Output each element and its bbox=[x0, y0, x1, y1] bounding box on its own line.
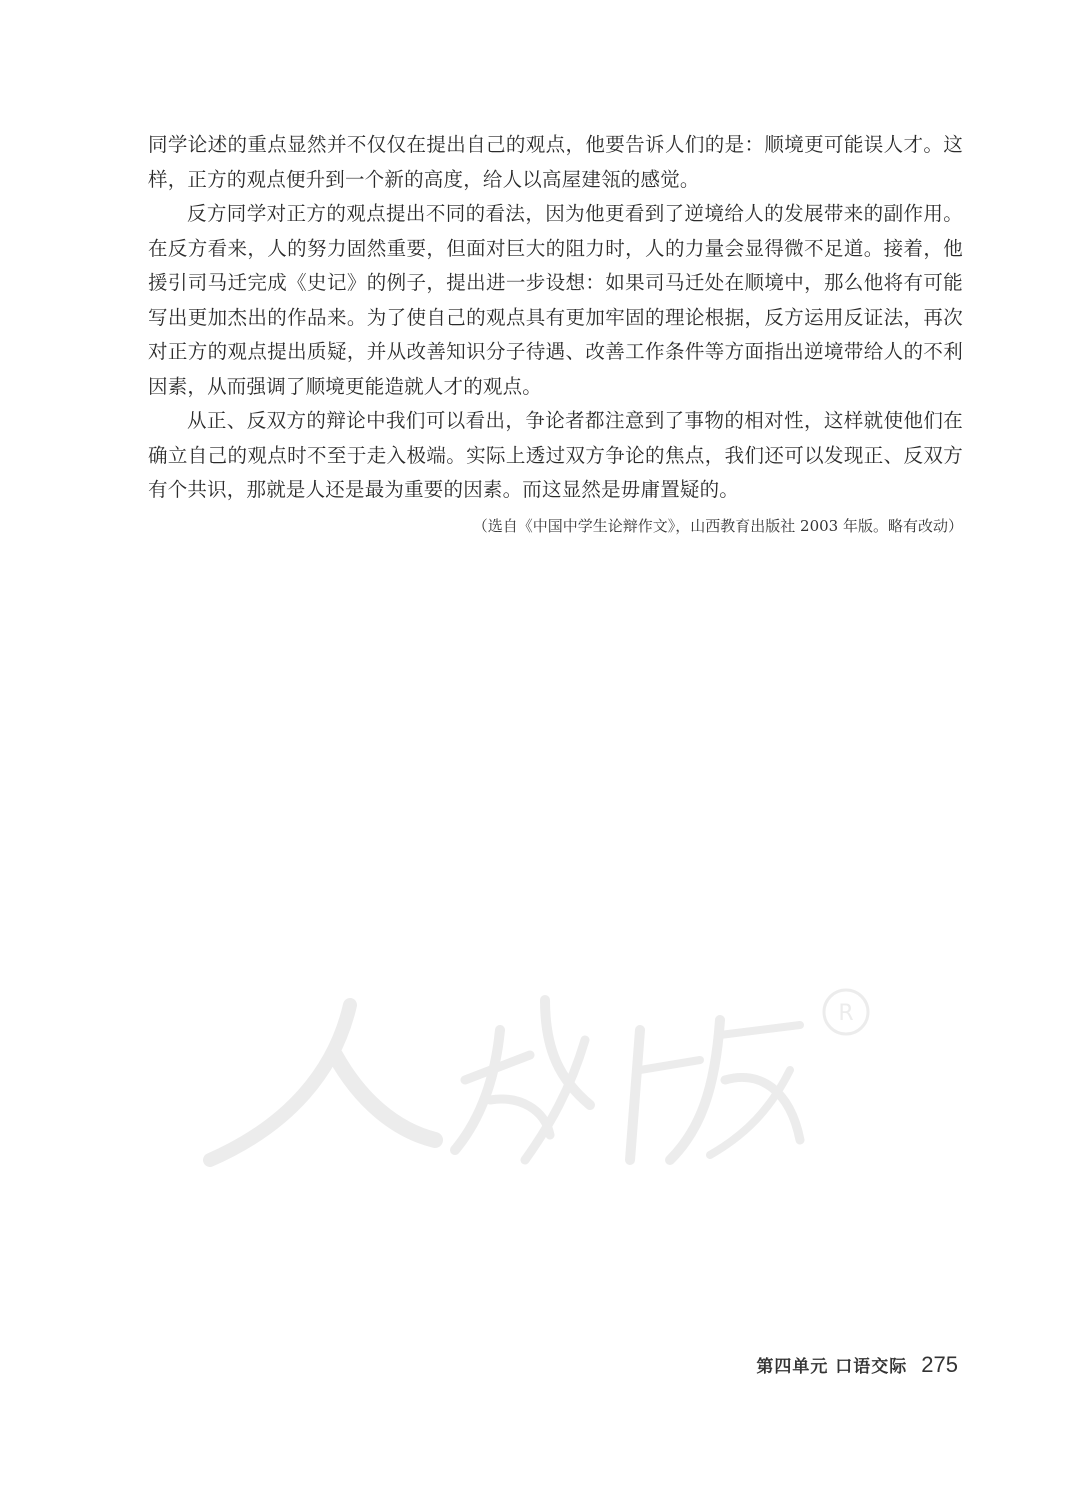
paragraph-continuation: 同学论述的重点显然并不仅仅在提出自己的观点，他要告诉人们的是：顺境更可能误人才。这样，正方的观点便升到一个新的高度，给人以高屋建瓴的感觉。 bbox=[148, 133, 963, 191]
svg-text:R: R bbox=[838, 1001, 854, 1026]
paragraph-opposing-side: 反方同学对正方的观点提出不同的看法，因为他更看到了逆境给人的发展带来的副作用。在反方看来，人的努力固然重要，但面对巨大的阻力时，人的力量会显得微不足道。接着，他援引司马迁完成《史记》的例子，提出进一步设想：如果司马迁处在顺境中，那么他将有可能写出更加杰出的作品来。为了使自己的观点具有更加牢固的理论根据，反方运用反证法，再次对正方的观点提出质疑，并从改善知识分子待遇、改善工作条件等方面指出逆境带给人的不利因素，从而强调了顺境更能造就人才的观点。 bbox=[148, 202, 963, 398]
paragraph-conclusion: 从正、反双方的辩论中我们可以看出，争论者都注意到了事物的相对性，这样就使他们在确立自己的观点时不至于走入极端。实际上透过双方争论的焦点，我们还可以发现正、反双方有个共识，那就是人还是最为重要的因素。而这显然是毋庸置疑的。 bbox=[148, 409, 963, 501]
source-citation: （选自《中国中学生论辩作文》，山西教育出版社 2003 年版。略有改动） bbox=[472, 517, 963, 535]
unit-section-label: 第四单元 口语交际 bbox=[756, 1357, 908, 1377]
body-text bbox=[148, 128, 963, 508]
publisher-watermark bbox=[200, 960, 900, 1180]
page-number: 275 bbox=[921, 1352, 958, 1377]
page-footer bbox=[756, 1352, 958, 1386]
